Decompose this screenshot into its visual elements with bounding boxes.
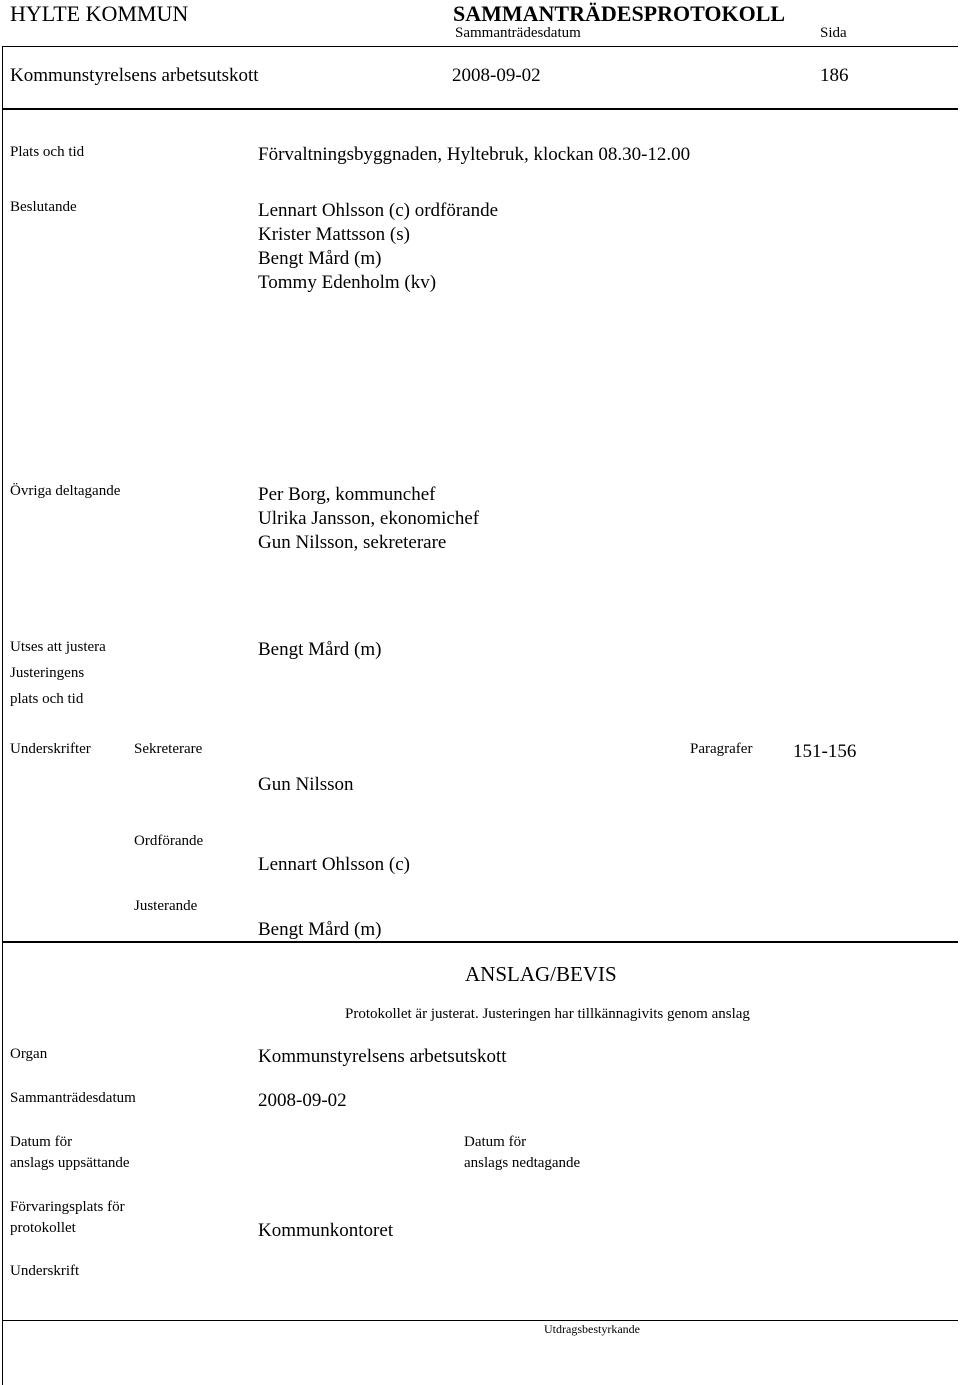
header-rule xyxy=(2,46,958,47)
chair-label: Ordförande xyxy=(134,833,204,849)
footer-rule xyxy=(2,1320,958,1321)
deciding-member: Tommy Edenholm (kv) xyxy=(258,272,437,293)
adjust-value: Bengt Mård (m) xyxy=(258,639,382,660)
page-number: 186 xyxy=(820,65,849,86)
others-label: Övriga deltagande xyxy=(10,483,121,499)
storage-label-line2: protokollet xyxy=(10,1220,76,1236)
removed-label: Datum för xyxy=(464,1134,527,1150)
place-value: Förvaltningsbyggnaden, Hyltebruk, klockan 08.30-12.00 xyxy=(258,144,691,165)
header-bottom-rule xyxy=(2,108,958,110)
notice-title: ANSLAG/BEVIS xyxy=(465,962,617,986)
other-participant: Per Borg, kommunchef xyxy=(258,484,436,505)
secretary-name: Gun Nilsson xyxy=(258,774,354,795)
other-participant: Ulrika Jansson, ekonomichef xyxy=(258,508,480,529)
paragraphs-label: Paragrafer xyxy=(690,741,753,757)
organ-label: Organ xyxy=(10,1046,48,1062)
adjust-label: Utses att justera xyxy=(10,639,106,655)
committee-name: Kommunstyrelsens arbetsutskott xyxy=(10,65,259,86)
others-list xyxy=(258,483,479,555)
document-type: SAMMANTRÄDESPROTOKOLL xyxy=(453,1,786,26)
storage-value: Kommunkontoret xyxy=(258,1220,394,1241)
notice-top-rule xyxy=(2,941,958,943)
header-date-label: Sammanträdesdatum xyxy=(455,25,581,41)
adjuster-name: Bengt Mård (m) xyxy=(258,919,382,940)
signature-label: Underskrift xyxy=(10,1263,80,1279)
removed-label-line2: anslags nedtagande xyxy=(464,1155,581,1171)
signatures-label: Underskrifter xyxy=(10,741,91,757)
chair-name: Lennart Ohlsson (c) xyxy=(258,854,410,875)
deciding-member: Bengt Mård (m) xyxy=(258,248,382,269)
adjust-time-label: plats och tid xyxy=(10,691,84,707)
posted-label-line2: anslags uppsättande xyxy=(10,1155,130,1171)
left-border xyxy=(2,46,3,1385)
extract-label: Utdragsbestyrkande xyxy=(544,1322,640,1336)
place-label: Plats och tid xyxy=(10,144,85,160)
adjuster-label: Justerande xyxy=(134,898,198,914)
other-participant: Gun Nilsson, sekreterare xyxy=(258,532,447,553)
adjust-place-label: Justeringens xyxy=(10,665,85,681)
deciding-list xyxy=(258,199,498,295)
secretary-label: Sekreterare xyxy=(134,741,203,757)
org-name: HYLTE KOMMUN xyxy=(10,1,189,26)
deciding-member: Lennart Ohlsson (c) ordförande xyxy=(258,200,499,221)
deciding-label: Beslutande xyxy=(10,199,77,215)
notice-text: Protokollet är justerat. Justeringen har tillkännagivits genom anslag xyxy=(345,1006,750,1022)
organ-value: Kommunstyrelsens arbetsutskott xyxy=(258,1046,507,1067)
storage-label: Förvaringsplats för xyxy=(10,1199,125,1215)
deciding-member: Krister Mattsson (s) xyxy=(258,224,410,245)
notice-date-label: Sammanträdesdatum xyxy=(10,1090,136,1106)
meeting-date: 2008-09-02 xyxy=(452,65,541,86)
paragraphs-value: 151-156 xyxy=(793,741,857,762)
notice-date-value: 2008-09-02 xyxy=(258,1090,347,1111)
header-page-label: Sida xyxy=(820,25,847,41)
posted-label: Datum för xyxy=(10,1134,73,1150)
